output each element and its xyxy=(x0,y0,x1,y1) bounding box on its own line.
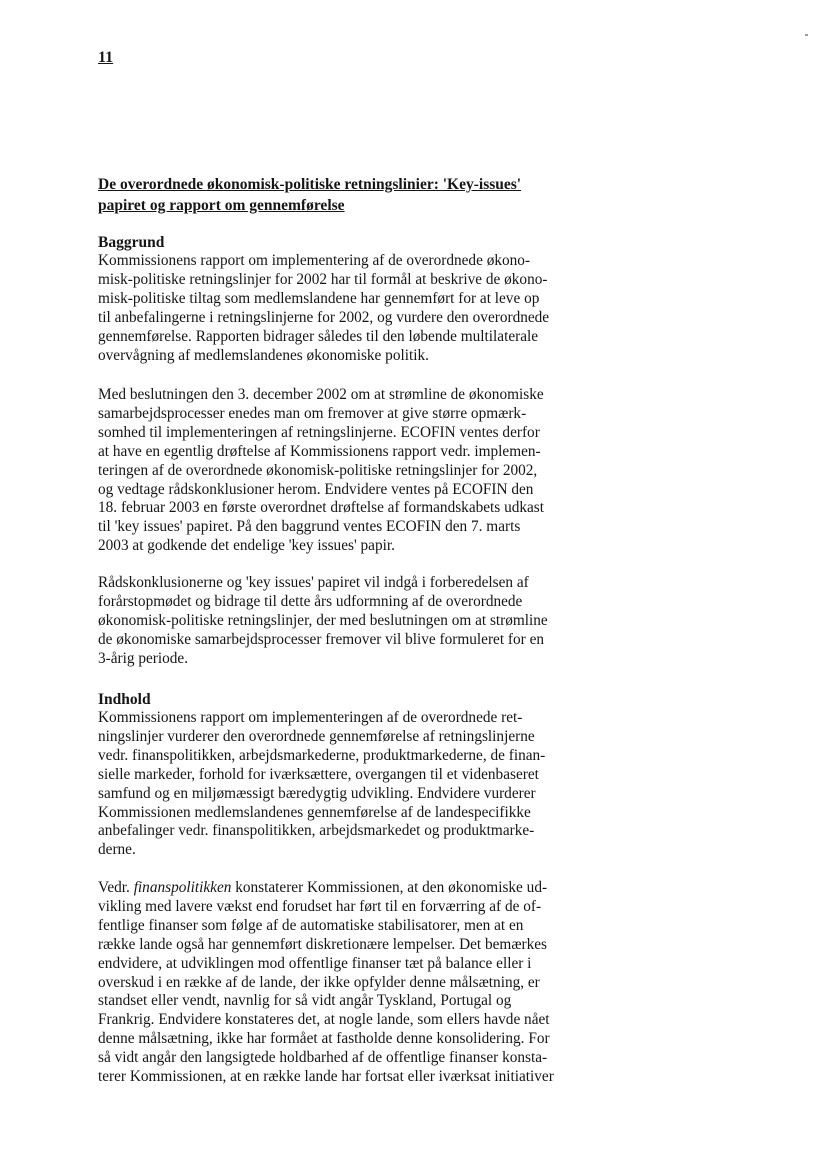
text-line: somhed til implementeringen af retningslinjerne. ECOFIN ventes derfor xyxy=(98,423,540,441)
text-line: denne målsætning, ikke har formået at fastholde denne konsolidering. For xyxy=(98,1030,550,1048)
text-line: Rådskonklusionerne og 'key issues' papiret vil indgå i forberedelsen af xyxy=(98,574,529,591)
text-line xyxy=(98,879,658,898)
text-line: gennemførelse. Rapporten bidrager således til den løbende multilaterale xyxy=(98,327,539,345)
text-line: Kommissionens rapport om implementeringen af de overordnede ret- xyxy=(98,709,523,726)
text-line: ningslinjer vurderer den overordnede gennemførelse af retningslinjerne xyxy=(98,727,535,745)
scan-mark xyxy=(805,34,808,36)
text-line: misk-politiske tiltag som medlemslandene har gennemført for at leve op xyxy=(98,289,540,307)
paragraph-4 xyxy=(98,709,658,860)
text-line: fentlige finanser som følge af de automatiske stabilisatorer, men at en xyxy=(98,916,524,934)
text-line: Frankrig. Endvidere konstateres det, at nogle lande, som ellers havde nået xyxy=(98,1011,550,1029)
text-line: vikling med lavere vækst end forudset har ført til en forværring af de of- xyxy=(98,897,542,915)
paragraph-2 xyxy=(98,386,658,556)
text-line: misk-politiske retningslinjer for 2002 har til formål at beskrive de økono- xyxy=(98,270,548,288)
document-title xyxy=(98,174,658,216)
text-line: overskud i en række af de lande, der ikke opfylder denne målsætning, er xyxy=(98,973,540,991)
text-fragment: konstaterer Kommissionen, at den økonomiske ud- xyxy=(231,879,548,896)
section-baggrund xyxy=(98,233,658,252)
text-line: at have en egentlig drøftelse af Kommissionens rapport vedr. implemen- xyxy=(98,442,541,460)
text-line: 2003 at godkende det endelige 'key issues' papir. xyxy=(98,537,395,555)
text-line: til 'key issues' papiret. På den baggrund ventes ECOFIN den 7. marts xyxy=(98,518,521,536)
text-line: samarbejdsprocesser enedes man om fremover at give større opmærk- xyxy=(98,404,527,422)
text-line: anbefalinger vedr. finanspolitikken, arbejdsmarkedet og produktmarke- xyxy=(98,822,535,840)
paragraph-3 xyxy=(98,574,658,669)
text-line: teringen af de overordnede økonomisk-politiske retningslinjer for 2002, xyxy=(98,461,538,479)
text-fragment: Vedr. xyxy=(98,879,134,896)
paragraph-5 xyxy=(98,879,658,1087)
text-line: overvågning af medlemslandenes økonomiske politik. xyxy=(98,346,429,364)
text-line: til anbefalingerne i retningslinjerne for 2002, og vurdere den overordnede xyxy=(98,308,550,326)
title-line: De overordnede økonomisk-politiske retningslinier: 'Key-issues' xyxy=(98,176,522,193)
text-line: forårstopmødet og bidrage til dette års udformning af de overordnede xyxy=(98,592,523,610)
text-line: Kommissionens rapport om implementering af de overordnede økono- xyxy=(98,252,531,269)
page-number: 11 xyxy=(98,49,114,66)
text-line: række lande også har gennemført diskretionære lempelser. Det bemærkes xyxy=(98,935,548,953)
text-line: 18. februar 2003 en første overordnet drøftelse af formandskabets udkast xyxy=(98,499,545,517)
section-indhold xyxy=(98,690,658,709)
text-line: Kommissionen medlemslandenes gennemførelse af de landespecifikke xyxy=(98,803,531,821)
text-line: vedr. finanspolitikken, arbejdsmarkederne, produktmarkederne, de finan- xyxy=(98,746,546,764)
paragraph-1 xyxy=(98,252,658,365)
text-line: samfund og en miljømæssigt bæredygtig udvikling. Endvidere vurderer xyxy=(98,784,536,802)
text-line: så vidt angår den langsigtede holdbarhed af de offentlige finanser konsta- xyxy=(98,1049,548,1067)
text-line: sielle markeder, forhold for iværksættere, overgangen til et videnbaseret xyxy=(98,765,539,783)
emphasis-text: finanspolitikken xyxy=(133,879,232,896)
title-line: papiret og rapport om gennemførelse xyxy=(98,197,345,214)
section-heading-indhold: Indhold xyxy=(98,691,151,708)
text-line: derne. xyxy=(98,841,136,859)
text-line: økonomisk-politiske retningslinjer, der med beslutningen om at strømline xyxy=(98,611,548,629)
text-line: Med beslutningen den 3. december 2002 om at strømline de økonomiske xyxy=(98,386,544,403)
text-line: endvidere, at udviklingen mod offentlige finanser tæt på balance eller i xyxy=(98,954,532,972)
section-heading-baggrund: Baggrund xyxy=(98,234,165,251)
text-line: 3-årig periode. xyxy=(98,649,189,667)
text-line: standset eller vendt, navnlig for så vidt angår Tyskland, Portugal og xyxy=(98,992,512,1010)
text-line: de økonomiske samarbejdsprocesser fremover vil blive formuleret for en xyxy=(98,630,545,648)
text-line: og vedtage rådskonklusioner herom. Endvidere ventes på ECOFIN den xyxy=(98,480,534,498)
text-line: terer Kommissionen, at en række lande har fortsat eller iværksat initiativer xyxy=(98,1068,554,1086)
